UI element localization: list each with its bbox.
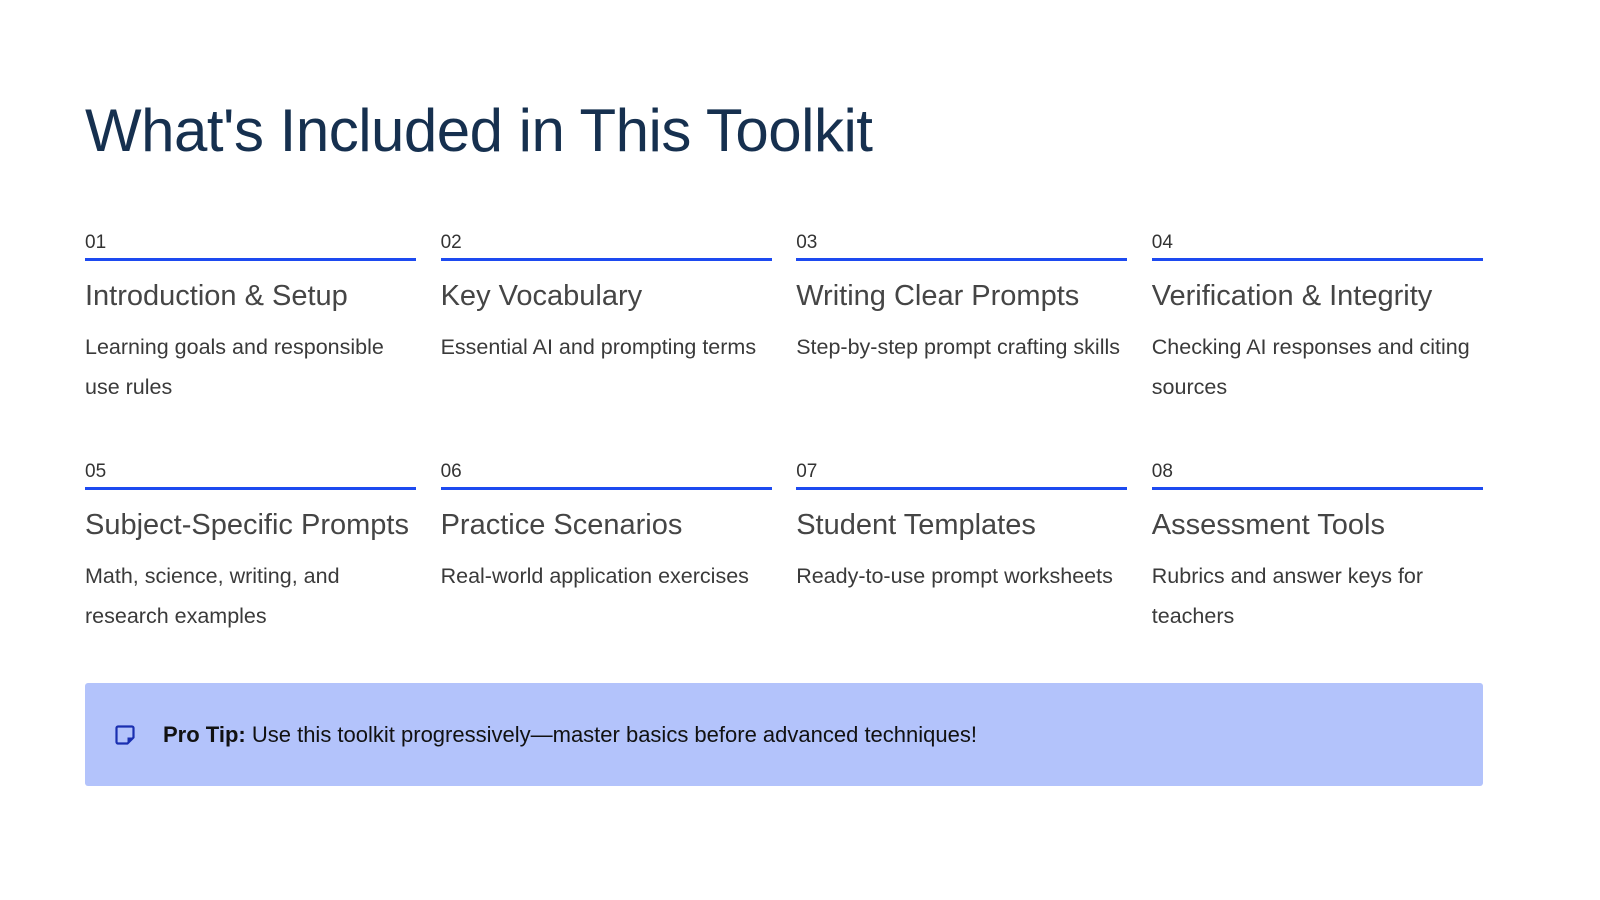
toolkit-item: [85, 459, 416, 660]
divider: [441, 258, 772, 261]
item-description: Rubrics and answer keys for teachers: [1151, 564, 1424, 628]
item-number: 03: [796, 232, 818, 253]
item-title: Verification & Integrity: [1151, 280, 1433, 312]
item-number: 06: [440, 461, 462, 482]
pro-tip-callout: [85, 683, 1483, 786]
toolkit-item: [1152, 230, 1483, 431]
divider: [1152, 487, 1483, 490]
item-description: Learning goals and responsible use rules: [85, 335, 384, 399]
divider: [441, 487, 772, 490]
item-number: 05: [85, 461, 107, 482]
item-description: Checking AI responses and citing sources: [1151, 335, 1470, 399]
toolkit-item: [796, 230, 1127, 431]
item-title: Student Templates: [796, 509, 1036, 541]
item-number: 08: [1151, 461, 1173, 482]
item-number: 02: [440, 232, 462, 253]
item-number: 01: [85, 232, 107, 253]
toolkit-item: [1152, 459, 1483, 660]
item-description: Step-by-step prompt crafting skills: [796, 335, 1120, 359]
item-title: Practice Scenarios: [440, 509, 683, 541]
divider: [796, 487, 1127, 490]
divider: [1152, 258, 1483, 261]
page-title: What's Included in This Toolkit: [85, 97, 873, 164]
toolkit-item: [441, 459, 772, 660]
toolkit-item: [85, 230, 416, 431]
item-number: 07: [796, 461, 818, 482]
item-title: Introduction & Setup: [85, 280, 348, 312]
pro-tip-label: Pro Tip:: [163, 721, 246, 747]
sticky-note-icon: [114, 724, 136, 746]
toolkit-grid: [85, 230, 1483, 660]
item-description: Real-world application exercises: [440, 564, 749, 588]
item-description: Math, science, writing, and research examples: [85, 564, 340, 628]
toolkit-item: [796, 459, 1127, 660]
item-description: Essential AI and prompting terms: [440, 335, 757, 359]
pro-tip-message: Use this toolkit progressively—master basics before advanced techniques!: [251, 721, 977, 747]
toolkit-item: [441, 230, 772, 431]
item-title: Writing Clear Prompts: [796, 280, 1080, 312]
item-title: Subject-Specific Prompts: [85, 509, 409, 541]
item-number: 04: [1151, 232, 1173, 253]
divider: [796, 258, 1127, 261]
divider: [85, 258, 416, 261]
divider: [85, 487, 416, 490]
pro-tip-text: [163, 722, 977, 748]
item-description: Ready-to-use prompt worksheets: [796, 564, 1113, 588]
item-title: Assessment Tools: [1151, 509, 1385, 541]
item-title: Key Vocabulary: [440, 280, 643, 312]
